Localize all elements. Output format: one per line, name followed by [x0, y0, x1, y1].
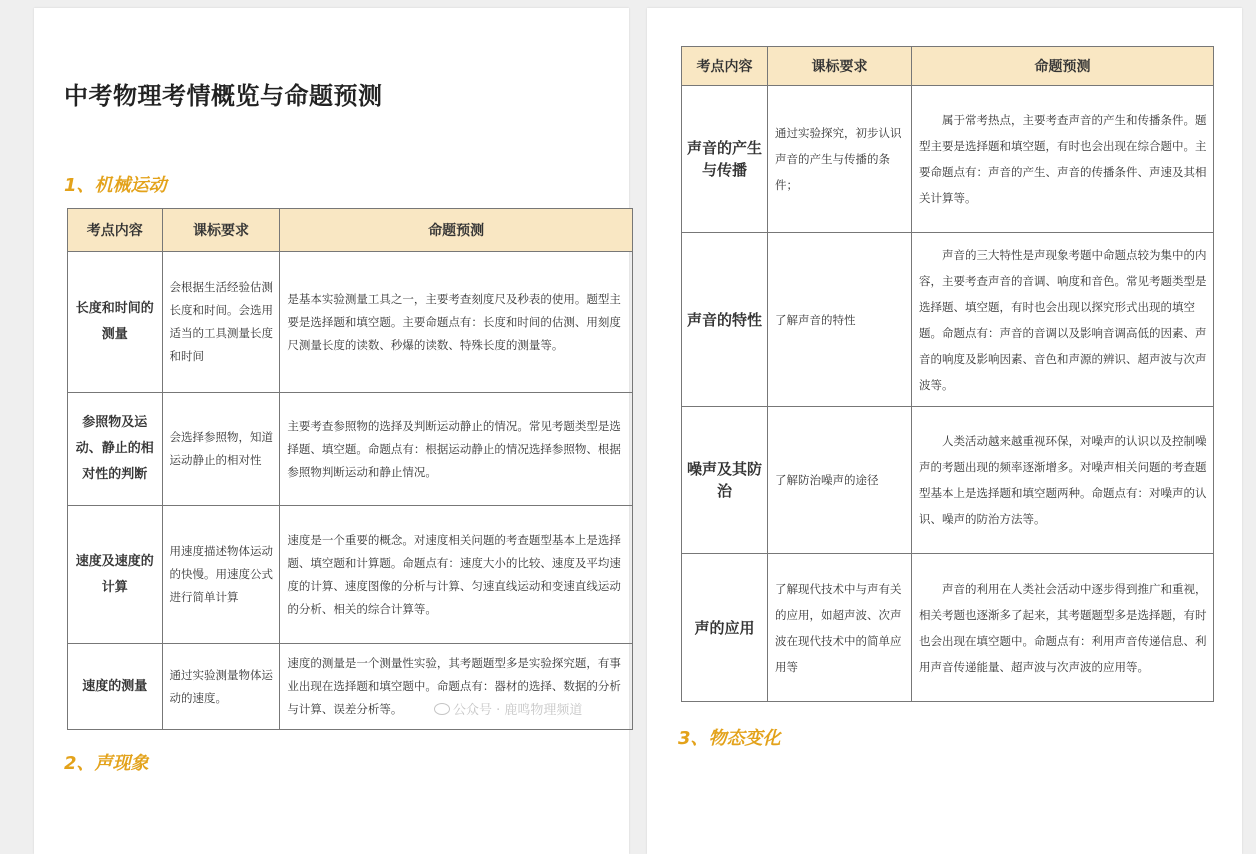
topic-cell: 速度及速度的计算 — [68, 506, 163, 644]
watermark-text: 公众号 · 鹿鸣物理频道 — [453, 703, 583, 718]
topic-cell: 声音的特性 — [682, 233, 768, 407]
table-header-row — [68, 209, 633, 252]
prediction-cell: 声音的利用在人类社会活动中逐步得到推广和重视，相关考题也逐渐多了起来，其考题题型多是选择题，有时也会出现在填空题中。命题点有：利用声音传递信息、利用声音传递能量、超声波与次声波的应用等。 — [912, 554, 1214, 702]
table-row — [682, 407, 1214, 554]
table-row — [682, 86, 1214, 233]
mechanical-motion-table — [67, 208, 633, 730]
header-prediction: 命题预测 — [280, 209, 633, 252]
requirement-cell: 了解防治噪声的途径 — [768, 407, 912, 554]
prediction-cell: 属于常考热点，主要考查声音的产生和传播条件。题型主要是选择题和填空题，有时也会出现在综合题中。主要命题点有：声音的产生、声音的传播条件、声速及其相关计算等。 — [912, 86, 1214, 233]
table-row — [682, 554, 1214, 702]
table-row — [682, 233, 1214, 407]
section-heading-sound: 2、声现象 — [64, 753, 149, 774]
topic-cell: 声的应用 — [682, 554, 768, 702]
requirement-cell: 通过实验测量物体运动的速度。 — [162, 644, 280, 730]
requirement-cell: 了解现代技术中与声有关的应用，如超声波、次声波在现代技术中的简单应用等 — [768, 554, 912, 702]
prediction-cell: 声音的三大特性是声现象考题中命题点较为集中的内容，主要考查声音的音调、响度和音色。常见考题类型是选择题、填空题，有时也会出现以探究形式出现的填空题。命题点有：声音的音调以及影响音调高低的因素、声音的响度及影响因素、音色和声源的辨识、超声波与次声波等。 — [912, 233, 1214, 407]
requirement-cell: 用速度描述物体运动的快慢。用速度公式进行简单计算 — [162, 506, 280, 644]
requirement-cell: 通过实验探究，初步认识声音的产生与传播的条件； — [768, 86, 912, 233]
document-title: 中考物理考情概览与命题预测 — [64, 82, 383, 110]
topic-cell: 长度和时间的测量 — [68, 252, 163, 393]
table-row — [68, 393, 633, 506]
header-requirement: 课标要求 — [162, 209, 280, 252]
prediction-cell: 是基本实验测量工具之一，主要考查刻度尺及秒表的使用。题型主要是选择题和填空题。主要命题点有：长度和时间的估测、用刻度尺测量长度的读数、秒爆的读数、特殊长度的测量等。 — [280, 252, 633, 393]
topic-cell: 速度的测量 — [68, 644, 163, 730]
header-topic: 考点内容 — [682, 47, 768, 86]
document-page-left — [34, 8, 629, 854]
table-row — [68, 252, 633, 393]
sound-phenomena-table — [681, 46, 1214, 702]
prediction-cell: 速度是一个重要的概念。对速度相关问题的考查题型基本上是选择题、填空题和计算题。命题点有：速度大小的比较、速度及平均速度的计算、速度图像的分析与计算、匀速直线运动和变速直线运动的分析、相关的综合计算等。 — [280, 506, 633, 644]
topic-cell: 参照物及运动、静止的相对性的判断 — [68, 393, 163, 506]
header-prediction: 命题预测 — [912, 47, 1214, 86]
header-requirement: 课标要求 — [768, 47, 912, 86]
requirement-cell: 会根据生活经验估测长度和时间。会选用适当的工具测量长度和时间 — [162, 252, 280, 393]
requirement-cell: 会选择参照物，知道运动静止的相对性 — [162, 393, 280, 506]
requirement-cell: 了解声音的特性 — [768, 233, 912, 407]
prediction-cell: 速度的测量是一个测量性实验，其考题题型多是实验探究题，有事业出现在选择题和填空题中。命题点有：器材的选择、数据的分析与计算、误差分析等。 — [280, 644, 633, 730]
prediction-cell: 人类活动越来越重视环保，对噪声的认识以及控制噪声的考题出现的频率逐渐增多。对噪声相关问题的考查题型基本上是选择题和填空题两种。命题点有：对噪声的认识、噪声的防治方法等。 — [912, 407, 1214, 554]
topic-cell: 噪声及其防治 — [682, 407, 768, 554]
section-heading-state-change: 3、物态变化 — [678, 728, 781, 749]
section-heading-mechanical-motion: 1、机械运动 — [64, 175, 167, 196]
prediction-cell: 主要考查参照物的选择及判断运动静止的情况。常见考题类型是选择题、填空题。命题点有：根据运动静止的情况选择参照物、根据参照物判断运动和静止情况。 — [280, 393, 633, 506]
document-page-right — [647, 8, 1242, 854]
header-topic: 考点内容 — [68, 209, 163, 252]
topic-cell: 声音的产生与传播 — [682, 86, 768, 233]
table-row — [68, 506, 633, 644]
table-header-row — [682, 47, 1214, 86]
table-row — [68, 644, 633, 730]
